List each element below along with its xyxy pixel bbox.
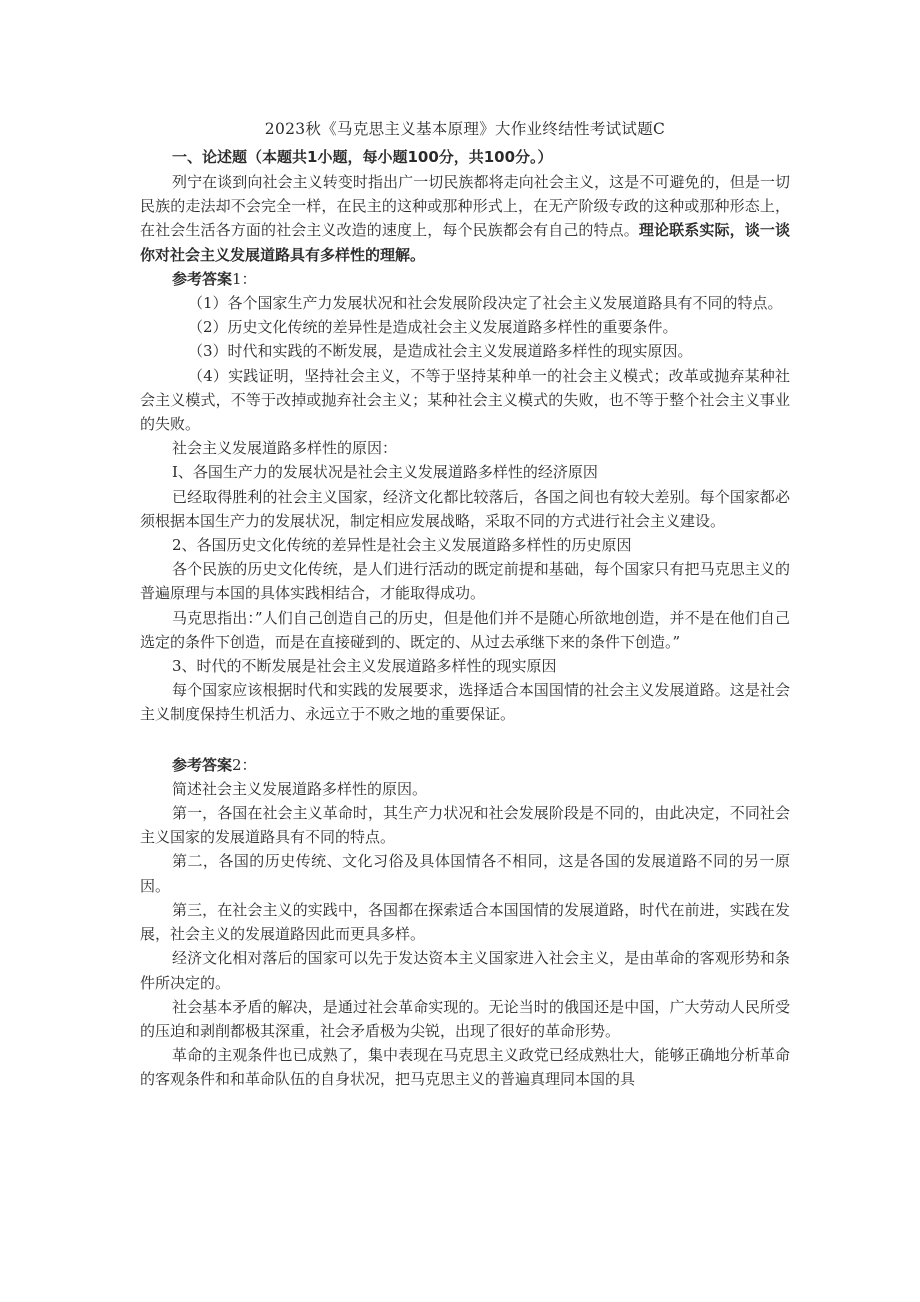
question-emphasis: 理论联系实际，谈一谈你对社会主义发展道路具有多样性的理解。 (140, 221, 790, 264)
answer2-paragraph: 第二，各国的历史传统、文化习俗及具体国情各不相同，这是各国的发展道路不同的另一原因。 (140, 852, 790, 895)
answer1-point: （3）时代和实践的不断发展，是造成社会主义发展道路多样性的现实原因。 (188, 342, 693, 361)
answer1-point: （1）各个国家生产力发展状况和社会发展阶段决定了社会主义发展道路具有不同的特点。 (188, 294, 783, 313)
question-paragraph (140, 170, 790, 267)
answer2-suffix: 2： (232, 755, 257, 774)
answer1-paragraph: 已经取得胜利的社会主义国家，经济文化都比较落后，各国之间也有较大差别。每个国家都必须根据本国生产力的发展状况，制定相应发展战略，采取不同的方式进行社会主义建设。 (140, 487, 790, 530)
answer2-paragraph: 革命的主观条件也已成熟了，集中表现在马克思主义政党已经成熟壮大，能够正确地分析革命的客观条件和和革命队伍的自身状况，把马克思主义的普遍真理同本国的具 (140, 1046, 790, 1089)
answer2-heading (140, 753, 790, 777)
answer2-paragraph: 第三，在社会主义的实践中，各国都在探索适合本国国情的发展道路，时代在前进，实践在发展，社会主义的发展道路因此而更具多样。 (140, 900, 790, 944)
answer1-heading (140, 267, 790, 291)
document-page (140, 116, 790, 1092)
blank-line (140, 727, 790, 753)
answer2-paragraph: 社会基本矛盾的解决，是通过社会革命实现的。无论当时的俄国还是中国，广大劳动人民所受的压迫和剥削都极其深重，社会矛盾极为尖锐，出现了很好的革命形势。 (140, 997, 790, 1040)
answer2-paragraph: 简述社会主义发展道路多样性的原因。 (172, 779, 428, 798)
answer1-label: 参考答案 (172, 269, 233, 288)
answer1-paragraph: 3、时代的不断发展是社会主义发展道路多样性的现实原因 (172, 657, 557, 676)
answer1-paragraph: 马克思指出：”人们自己创造自己的历史，但是他们并不是随心所欲地创造，并不是在他们自己选定的条件下创造，而是在直接碰到的、既定的、从过去承继下来的条件下创造。” (140, 608, 790, 651)
question-text: 列宁在谈到向社会主义转变时指出广一切民族都将走向社会主义，这是不可避免的，但是一切民族的走法却不会完全一样，在民主的这种或那种形式上，在无产阶级专政的这种或那种形态上，在社会生活各方面的社会主义改造的速度上，每个民族都会有自己的特点。 (140, 173, 790, 240)
answer1-suffix: 1： (232, 269, 257, 288)
answer1-paragraph: 2、各国历史文化传统的差异性是社会主义发展道路多样性的历史原因 (172, 536, 632, 555)
answer1-paragraph: 每个国家应该根据时代和实践的发展要求，选择适合本国国情的社会主义发展道路。这是社会主义制度保持生机活力、永远立于不败之地的重要保证。 (140, 681, 790, 724)
section-heading: 一、论述题（本题共1小题，每小题100分，共100分。） (172, 148, 553, 166)
answer2-paragraph: 经济文化相对落后的国家可以先于发达资本主义国家进入社会主义，是由革命的客观形势和条件所决定的。 (140, 949, 790, 992)
answer2-label: 参考答案 (172, 755, 233, 774)
answer1-point: （2）历史文化传统的差异性是造成社会主义发展道路多样性的重要条件。 (188, 318, 678, 337)
answer2-paragraph: 第一，各国在社会主义革命时，其生产力状况和社会发展阶段是不同的，由此决定，不同社会主义国家的发展道路具有不同的特点。 (140, 804, 790, 847)
answer1-point: （4）实践证明，坚持社会主义，不等于坚持某种单一的社会主义模式；改革或抛弃某种社会主义模式，不等于改掉或抛弃社会主义；某种社会主义模式的失败，也不等于整个社会主义事业的失败。 (140, 366, 790, 434)
answer1-paragraph: 社会主义发展道路多样性的原因： (172, 439, 398, 458)
document-title: 2023秋《马克思主义基本原理》大作业终结性考试试题C (264, 120, 666, 138)
answer1-paragraph: I、各国生产力的发展状况是社会主义发展道路多样性的经济原因 (172, 463, 598, 482)
answer1-paragraph: 各个民族的历史文化传统，是人们进行活动的既定前提和基础，每个国家只有把马克思主义的普遍原理与本国的具体实践相结合，才能取得成功。 (140, 560, 790, 603)
